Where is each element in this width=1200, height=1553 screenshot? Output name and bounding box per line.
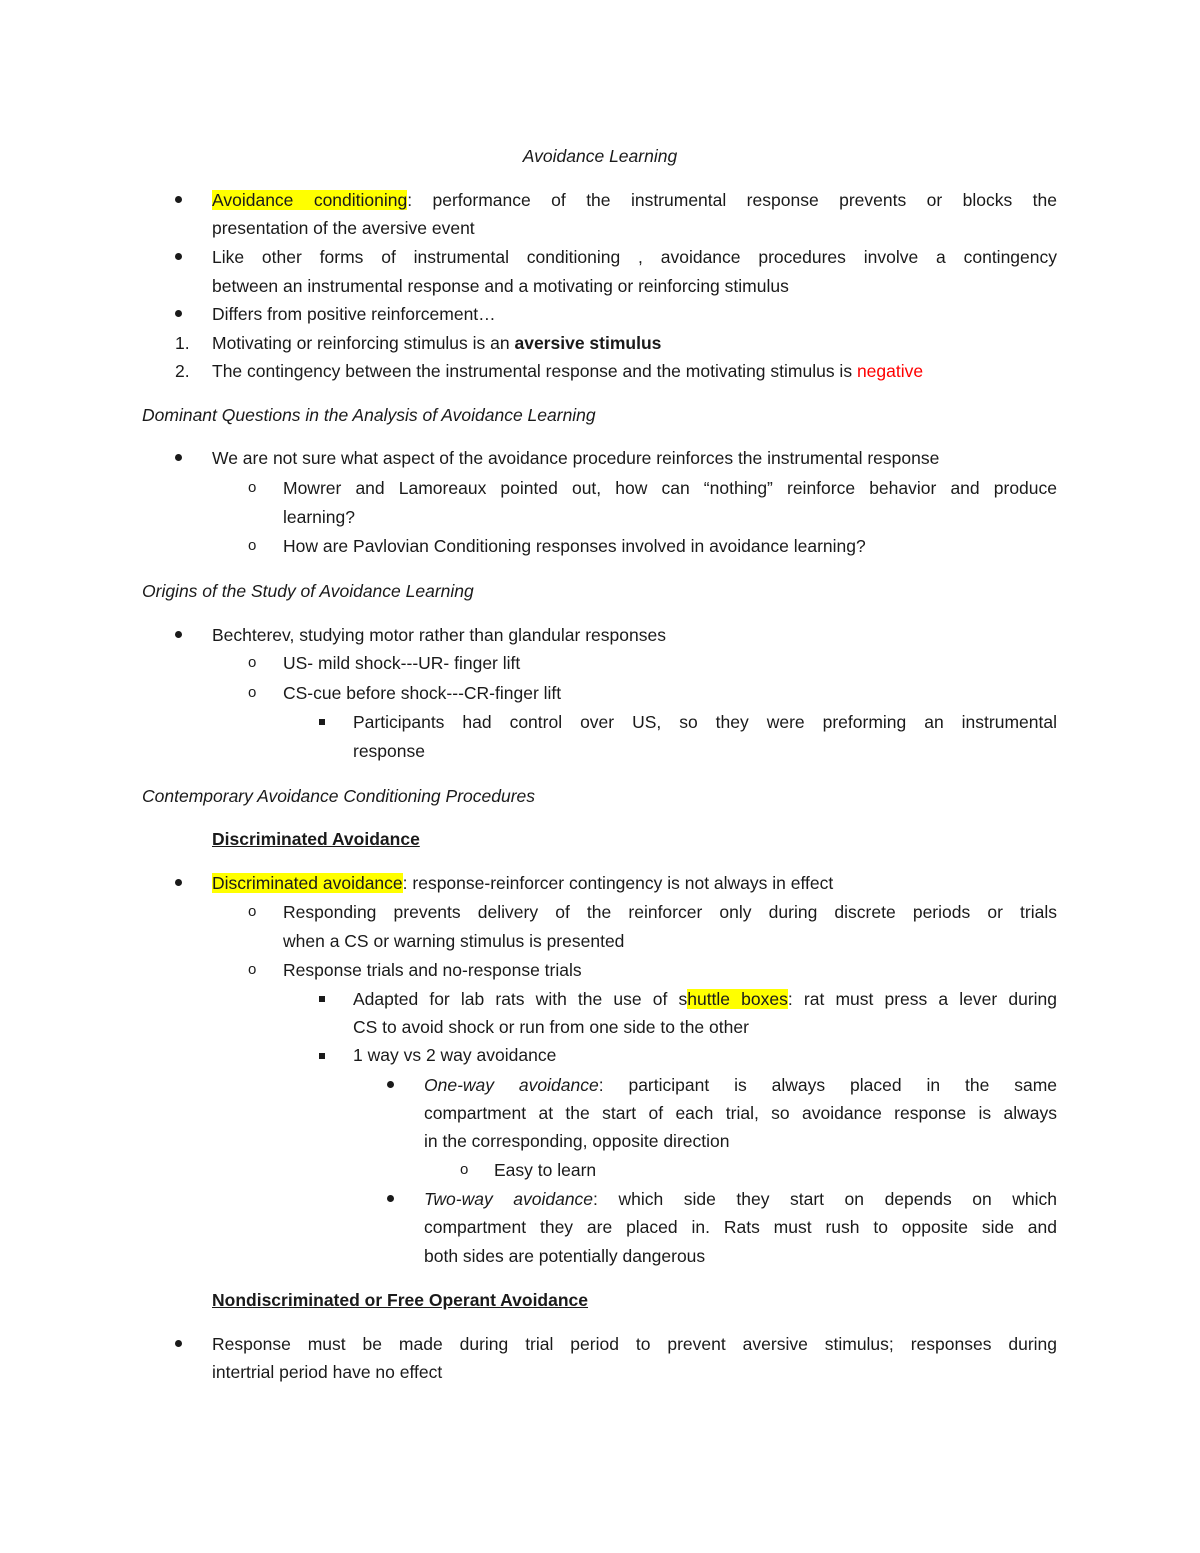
sub-bullet-icon: o: [248, 961, 257, 978]
section-heading-origins: Origins of the Study of Avoidance Learning: [142, 581, 474, 601]
sub-bullet-icon: o: [248, 684, 257, 701]
text-run: : rat must press a lever during: [787, 989, 1058, 1009]
nondiscriminated-bullet-1-line-2: intertrial period have no effect: [212, 1362, 443, 1382]
sub-bullet-icon: o: [248, 537, 257, 554]
numbered-item-2: [212, 359, 923, 383]
section-heading-contemporary: Contemporary Avoidance Conditioning Procedures: [142, 786, 536, 806]
discriminated-sub-1-line-1: Responding prevents delivery of the reinforcer only during discrete periods or trials: [283, 902, 1057, 922]
bullet-icon: [175, 1340, 182, 1347]
discriminated-sub-2: Response trials and no-response trials: [283, 960, 582, 980]
highlighted-term: huttle boxes: [687, 989, 788, 1009]
origins-sub-2: CS-cue before shock---CR-finger lift: [283, 683, 562, 703]
numbered-item-1: [212, 331, 661, 355]
two-way-line-1: [424, 1187, 1057, 1211]
bullet-icon: [175, 631, 182, 638]
section-heading-dominant: Dominant Questions in the Analysis of Avoidance Learning: [142, 405, 596, 425]
intro-bullet-2-line-1: Like other forms of instrumental conditioning , avoidance procedures involve a contingency: [212, 247, 1057, 267]
origins-tertiary-1-line-2: response: [353, 741, 425, 761]
square-bullet-icon: [319, 1053, 325, 1059]
one-way-sub-1: Easy to learn: [494, 1160, 597, 1180]
dominant-sub-1-line-2: learning?: [283, 507, 355, 527]
bullet-icon: [175, 253, 182, 260]
intro-bullet-2-line-2: between an instrumental response and a motivating or reinforcing stimulus: [212, 276, 789, 296]
highlighted-term: Avoidance conditioning: [212, 190, 408, 210]
bullet-icon: [175, 196, 182, 203]
dominant-sub-1-line-1: Mowrer and Lamoreaux pointed out, how can “nothing” reinforce behavior and produce: [283, 478, 1057, 498]
text-run: The contingency between the instrumental response and the motivating stimulus is: [212, 361, 857, 381]
intro-bullet-3: Differs from positive reinforcement…: [212, 304, 496, 324]
bullet-icon: [175, 454, 182, 461]
italic-term: Two-way avoidance: [424, 1189, 594, 1209]
intro-bullet-1-line-2: presentation of the aversive event: [212, 218, 475, 238]
sub-bullet-icon: o: [460, 1161, 469, 1178]
one-way-line-2: compartment at the start of each trial, so avoidance response is always: [424, 1103, 1057, 1123]
square-bullet-icon: [319, 719, 325, 725]
list-number: 1.: [175, 333, 190, 353]
bullet-icon: [175, 879, 182, 886]
text-run: Motivating or reinforcing stimulus is an: [212, 333, 515, 353]
text-run: : performance of the instrumental response prevents or blocks the: [407, 190, 1057, 210]
document-title: Avoidance Learning: [522, 146, 678, 166]
discriminated-tertiary-1-line-2: CS to avoid shock or run from one side to the other: [353, 1017, 749, 1037]
discriminated-tertiary-1-line-1: [353, 987, 1057, 1011]
italic-term: One-way avoidance: [424, 1075, 599, 1095]
bullet-icon: [387, 1195, 394, 1202]
sub-bullet-icon: o: [248, 654, 257, 671]
dominant-sub-2: How are Pavlovian Conditioning responses involved in avoidance learning?: [283, 536, 866, 556]
two-way-line-2: compartment they are placed in. Rats must rush to opposite side and: [424, 1217, 1057, 1237]
bullet-icon: [387, 1081, 394, 1088]
origins-sub-1: US- mild shock---UR- finger lift: [283, 653, 521, 673]
origins-tertiary-1-line-1: Participants had control over US, so they were preforming an instrumental: [353, 712, 1057, 732]
one-way-line-1: [424, 1073, 1057, 1097]
dominant-bullet-1: We are not sure what aspect of the avoidance procedure reinforces the instrumental response: [212, 448, 940, 468]
discriminated-bullet-1: [212, 871, 833, 895]
highlighted-term: Discriminated avoidance: [212, 873, 403, 893]
discriminated-tertiary-2: 1 way vs 2 way avoidance: [353, 1045, 557, 1065]
intro-bullet-1-line-1: [212, 188, 1057, 212]
red-term: negative: [856, 361, 924, 381]
nondiscriminated-bullet-1-line-1: Response must be made during trial period to prevent aversive stimulus; responses during: [212, 1334, 1057, 1354]
text-run: : participant is always placed in the same: [598, 1075, 1057, 1095]
subheading-discriminated: Discriminated Avoidance: [212, 829, 420, 849]
bullet-icon: [175, 310, 182, 317]
one-way-line-3: in the corresponding, opposite direction: [424, 1131, 730, 1151]
text-run: : which side they start on depends on which: [593, 1189, 1057, 1209]
bold-term: aversive stimulus: [514, 333, 662, 353]
square-bullet-icon: [319, 996, 325, 1002]
list-number: 2.: [175, 361, 190, 381]
text-run: : response-reinforcer contingency is not always in effect: [402, 873, 834, 893]
origins-bullet-1: Bechterev, studying motor rather than glandular responses: [212, 625, 666, 645]
sub-bullet-icon: o: [248, 479, 257, 496]
discriminated-sub-1-line-2: when a CS or warning stimulus is presented: [283, 931, 625, 951]
subheading-nondiscriminated: Nondiscriminated or Free Operant Avoidance: [212, 1290, 589, 1310]
text-run: Adapted for lab rats with the use of s: [353, 989, 688, 1009]
sub-bullet-icon: o: [248, 903, 257, 920]
two-way-line-3: both sides are potentially dangerous: [424, 1246, 706, 1266]
